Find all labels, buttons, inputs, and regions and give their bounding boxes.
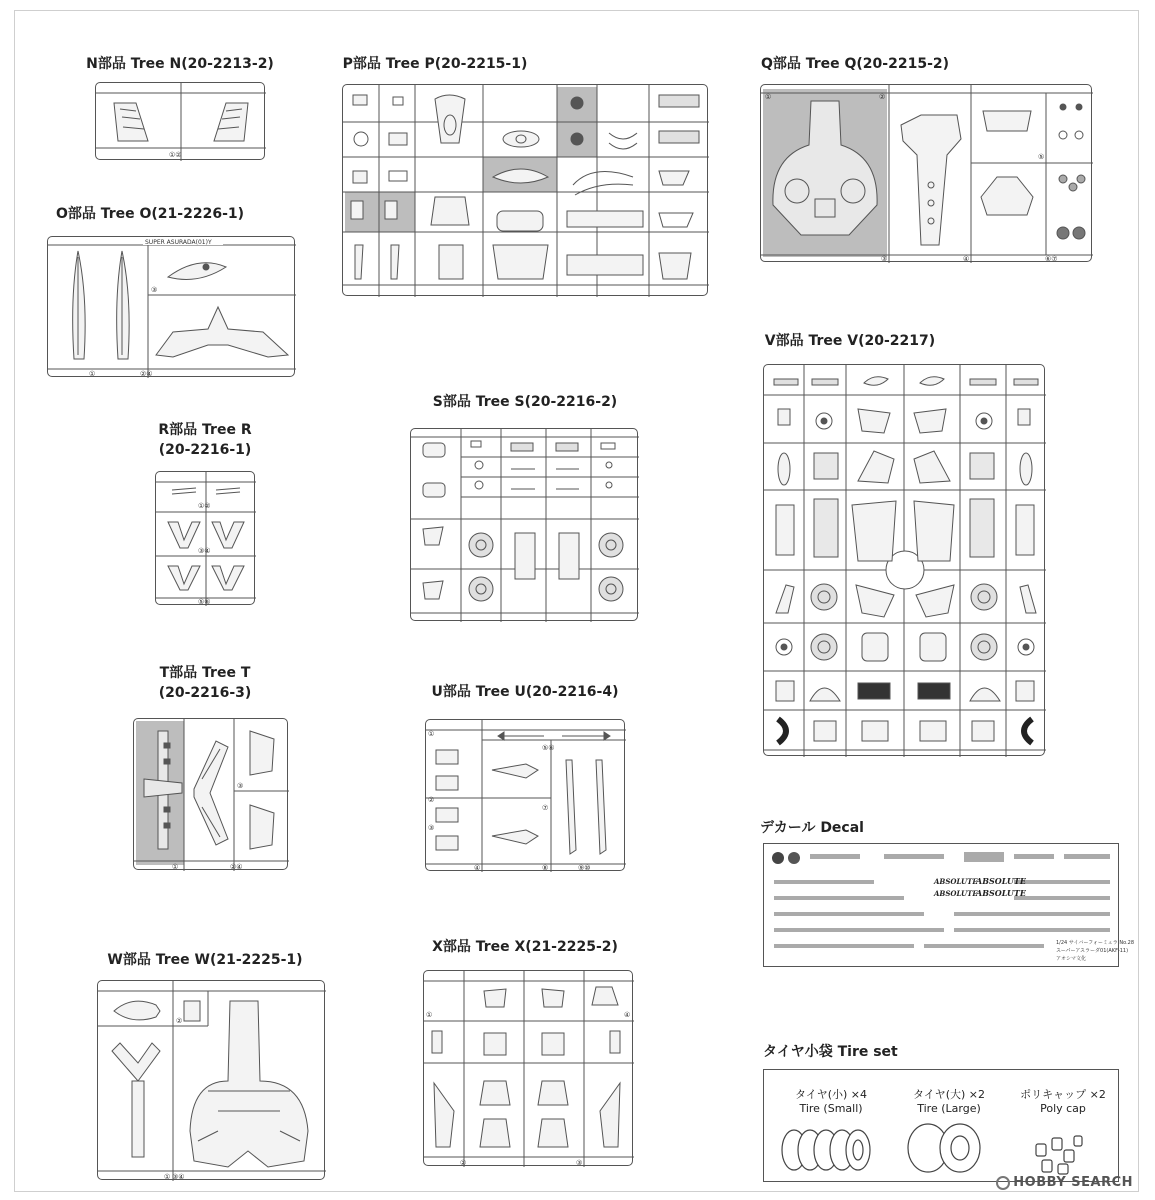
tree-v-parts xyxy=(764,365,1046,757)
tree-q-title: Q部品 Tree Q(20-2215-2) xyxy=(760,56,950,72)
tree-x-number-4: ④ xyxy=(624,1011,631,1019)
tree-o-title: O部品 Tree O(21-2226-1) xyxy=(55,206,245,222)
tire-set-title: タイヤ小袋 Tire set xyxy=(763,1044,898,1060)
decal-sheet xyxy=(763,843,1135,967)
tire-large-label-en: Tire (Large) xyxy=(917,1102,981,1115)
tree-n-parts xyxy=(96,83,266,161)
tree-q-number-3: ③ xyxy=(881,255,888,263)
decal-text-1: ABSOLUTE xyxy=(934,877,978,886)
tree-o-number-1: ① xyxy=(89,370,96,378)
tree-o-number-3: ③ xyxy=(151,286,158,294)
tree-w xyxy=(97,980,325,1180)
tree-x-number-2: ② xyxy=(460,1159,467,1167)
tire-set-parts xyxy=(764,1070,1120,1183)
tree-q-number-67: ⑥⑦ xyxy=(1045,255,1058,263)
tree-o-number-24: ②④ xyxy=(140,370,153,378)
tree-s xyxy=(410,428,638,621)
tree-t-number-1: ① xyxy=(172,863,179,871)
decal-footer-2: スーパーアスラーダ01(AKF-11) xyxy=(1056,948,1129,954)
tree-w-parts xyxy=(98,981,326,1181)
tree-u-title: U部品 Tree U(20-2216-4) xyxy=(431,684,619,700)
tree-q-number-4: ④ xyxy=(963,255,970,263)
tree-t xyxy=(133,718,288,870)
tree-n-number: ①② xyxy=(169,151,182,159)
tree-q xyxy=(760,84,1092,262)
tree-p xyxy=(342,84,708,296)
tree-u-number-4: ④ xyxy=(474,864,481,872)
tree-o xyxy=(47,236,295,377)
watermark xyxy=(996,1175,1133,1190)
tree-q-number-2: ② xyxy=(879,93,886,101)
tree-v-title: V部品 Tree V(20-2217) xyxy=(764,333,936,349)
tree-s-title: S部品 Tree S(20-2216-2) xyxy=(432,394,618,410)
tree-r-parts xyxy=(156,472,256,606)
tire-large-label-jp: タイヤ(大) ×2 xyxy=(912,1088,986,1101)
decal-markings xyxy=(764,844,1135,968)
decal-text-3: ABSOLUTE xyxy=(934,889,978,898)
tree-r-title-line2: (20-2216-1) xyxy=(158,442,252,458)
tree-r-number-34: ③④ xyxy=(198,547,211,555)
decal-title: デカール Decal xyxy=(760,820,864,836)
tree-u-number-56: ⑤⑥ xyxy=(542,744,555,752)
tree-p-parts xyxy=(343,85,709,297)
tree-o-stamp: SUPER ASURADA(01)Y xyxy=(145,239,212,246)
tree-r-number-56: ⑤⑥ xyxy=(198,598,211,606)
tire-small-label-jp: タイヤ(小) ×4 xyxy=(794,1088,868,1101)
hobby-search-logo-icon xyxy=(996,1176,1010,1190)
tree-u-number-3: ③ xyxy=(428,824,435,832)
tree-u-parts xyxy=(426,720,626,872)
decal-footer-1: 1/24 サイバーフォーミュラ No.28 xyxy=(1056,940,1135,946)
tree-w-title: W部品 Tree W(21-2225-1) xyxy=(107,952,303,968)
tree-p-title: P部品 Tree P(20-2215-1) xyxy=(342,56,528,72)
decal-footer-3: アオシマ文化 xyxy=(1056,956,1086,962)
tree-x-number-3: ③ xyxy=(576,1159,583,1167)
decal-text-4: ABSOLUTE xyxy=(976,888,1026,898)
tree-q-number-5: ⑤ xyxy=(1038,153,1045,161)
tree-q-parts xyxy=(761,85,1093,263)
tire-small-label-en: Tire (Small) xyxy=(799,1102,863,1115)
tree-t-parts xyxy=(134,719,289,871)
tree-u xyxy=(425,719,625,871)
decal-text-2: ABSOLUTE xyxy=(976,876,1026,886)
tree-q-number-1: ① xyxy=(765,93,772,101)
tree-n-title: N部品 Tree N(20-2213-2) xyxy=(86,56,274,72)
tree-r-title-line1: R部品 Tree R xyxy=(158,422,252,438)
tree-w-number-2: ② xyxy=(176,1017,183,1025)
poly-cap-label-jp: ポリキャップ ×2 xyxy=(1020,1088,1106,1101)
tree-x-title: X部品 Tree X(21-2225-2) xyxy=(432,939,618,955)
tree-r-number-12: ①② xyxy=(198,502,211,510)
tree-t-number-3: ③ xyxy=(237,782,244,790)
tree-u-number-8: ⑧ xyxy=(542,864,549,872)
tree-w-number-34: ③④ xyxy=(172,1173,185,1181)
tree-r xyxy=(155,471,255,605)
tree-u-number-910: ⑨⑩ xyxy=(578,864,591,872)
tree-t-number-24: ②④ xyxy=(230,863,243,871)
tree-t-title-line1: T部品 Tree T xyxy=(159,665,251,681)
tree-u-number-7: ⑦ xyxy=(542,804,549,812)
tree-s-parts xyxy=(411,429,639,622)
tree-x-number-1: ① xyxy=(426,1011,433,1019)
tree-v xyxy=(763,364,1045,756)
poly-cap-label-en: Poly cap xyxy=(1040,1102,1086,1115)
tree-u-number-1: ① xyxy=(428,730,435,738)
tree-x xyxy=(423,970,633,1166)
tree-w-number-1: ① xyxy=(164,1173,171,1181)
tree-x-parts xyxy=(424,971,634,1167)
tree-u-number-2: ② xyxy=(428,796,435,804)
tree-t-title-line2: (20-2216-3) xyxy=(158,685,252,701)
tree-o-parts xyxy=(48,237,296,378)
tree-n xyxy=(95,82,265,160)
tire-set-box xyxy=(763,1069,1119,1182)
watermark-text: HOBBY SEARCH xyxy=(1013,1175,1133,1190)
